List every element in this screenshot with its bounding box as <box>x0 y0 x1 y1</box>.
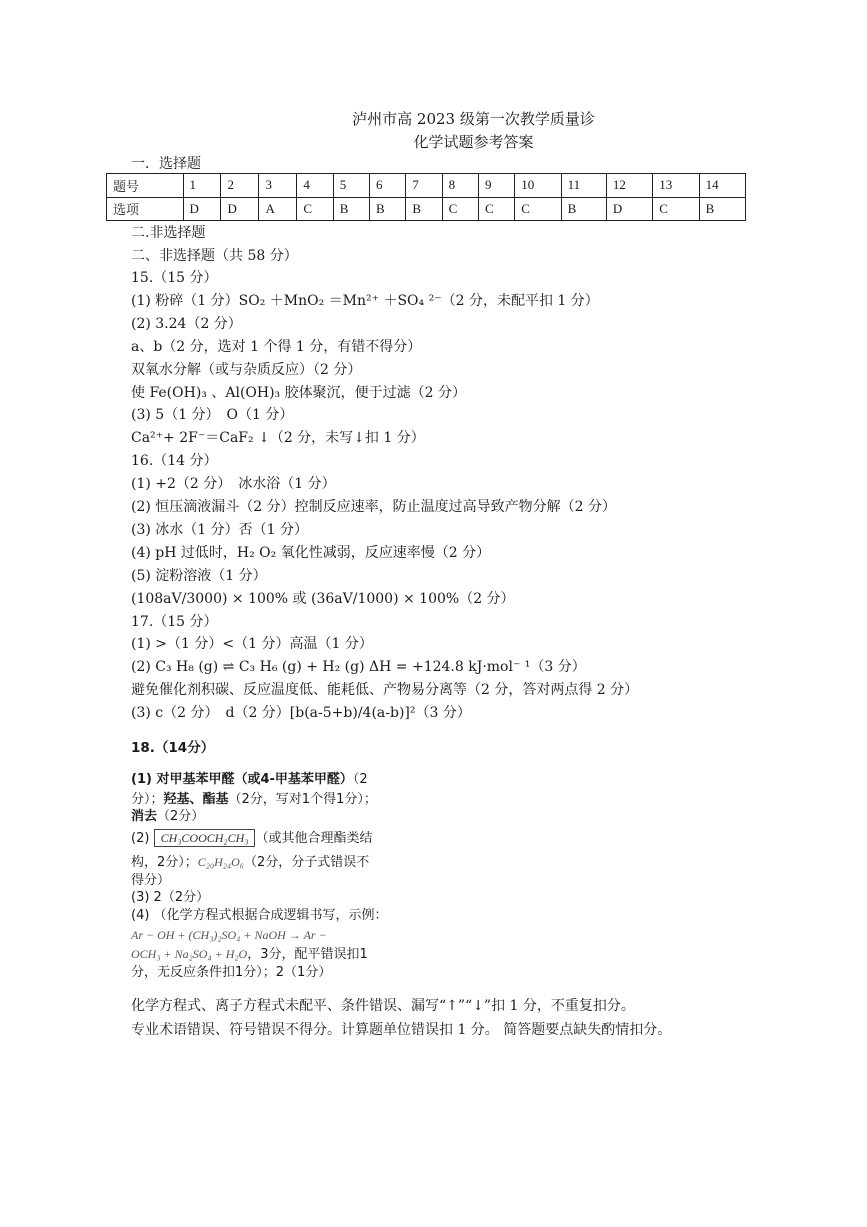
ester-formula-box: CH₃COOCH₂CH₃ <box>154 829 256 847</box>
question-number-cell: 11 <box>561 174 606 198</box>
question-number-cell: 10 <box>515 174 561 198</box>
q18-line: 得分） <box>131 873 171 888</box>
q18-line: (4) （化学方程式根据合成逻辑书写，示例： <box>131 908 388 923</box>
answer-cell: C <box>442 197 478 221</box>
answer-cell: B <box>370 197 406 221</box>
answer-cell: B <box>333 197 369 221</box>
answer-cell: C <box>653 197 699 221</box>
q18-line: 构，2分）；C₂₀H₂₄O₆（2分，分子式错误不 <box>131 855 370 870</box>
answer-line: (3) 冰水（1 分）否（1 分） <box>131 521 308 538</box>
answer-cell: D <box>221 197 259 221</box>
section-nonchoice-heading: 二.非选择题 <box>131 225 206 241</box>
answer-line: (3) c（2 分） d（2 分）[b(a-5+b)/4(a-b)]²（3 分） <box>131 705 471 722</box>
answer-line: a、b（2 分，选对 1 个得 1 分，有错不得分） <box>131 338 422 355</box>
q18-line: Ar − OH + (CH₃)₂SO₄ + NaOH → Ar − <box>131 928 327 942</box>
question-number-cell: 1 <box>183 174 221 198</box>
answer-line: 避免催化剂积碳、反应温度低、能耗低、产物易分离等（2 分，答对两点得 2 分） <box>131 682 639 699</box>
answer-line: (1) +2（2 分） 冰水浴（1 分） <box>131 476 336 493</box>
answer-cell: B <box>699 197 745 221</box>
table-row-label: 选项 <box>107 197 184 221</box>
answer-line: (3) 5（1 分） O（1 分） <box>131 407 294 424</box>
q18-line: OCH₃ + Na₂SO₄ + H₂O，3分，配平错误扣1 <box>131 947 368 962</box>
answer-line: (1) >（1 分）<（1 分）高温（1 分） <box>131 636 373 653</box>
table-row <box>107 197 746 221</box>
section-choice-heading: 一．选择题 <box>131 156 201 172</box>
q18-line: 分）；羟基、酯基（2分，写对1个得1分）； <box>131 792 377 807</box>
question-number-cell: 6 <box>370 174 406 198</box>
question-number-cell: 5 <box>333 174 369 198</box>
q18-heading: 18.（14分） <box>131 740 215 756</box>
answer-line: Ca²⁺+ 2F⁻＝CaF₂ ↓（2 分，未写↓扣 1 分） <box>131 430 425 447</box>
q18-line: (1) 对甲基苯甲醛（或4-甲基苯甲醛）（2 <box>131 772 368 787</box>
answer-line: 17.（15 分） <box>131 613 218 630</box>
grading-note: 化学方程式、离子方程式未配平、条件错误、漏写“↑”“↓”扣 1 分，不重复扣分。 <box>131 998 635 1014</box>
question-number-cell: 3 <box>259 174 297 198</box>
answer-line: (1) 粉碎（1 分）SO₂ ＋MnO₂ ＝Mn²⁺ ＋SO₄ ²⁻（2 分，未配平扣 1 分） <box>131 292 599 309</box>
answer-cell: A <box>259 197 297 221</box>
answer-table <box>106 173 746 221</box>
answer-cell: D <box>606 197 652 221</box>
grading-note: 专业术语错误、符号错误不得分。计算题单位错误扣 1 分。 简答题要点缺失酌情扣分。 <box>131 1022 672 1038</box>
page-subtitle: 化学试题参考答案 <box>413 133 534 151</box>
page-title: 泸州市高 2023 级第一次教学质量诊 <box>352 110 595 128</box>
question-number-cell: 9 <box>478 174 514 198</box>
answer-line: (2) 恒压滴液漏斗（2 分）控制反应速率，防止温度过高导致产物分解（2 分） <box>131 499 616 515</box>
answer-cell: D <box>183 197 221 221</box>
question-number-cell: 7 <box>406 174 442 198</box>
section-nonchoice-subheading: 二、非选择题（共 58 分） <box>131 248 298 264</box>
answer-cell: C <box>478 197 514 221</box>
question-number-cell: 12 <box>606 174 652 198</box>
answer-line: (4) pH 过低时，H₂ O₂ 氧化性减弱，反应速率慢（2 分） <box>131 544 491 561</box>
question-number-cell: 4 <box>297 174 333 198</box>
answer-line: (5) 淀粉溶液（1 分） <box>131 567 267 584</box>
answer-line: (2) C₃ H₈ (g) ⇌ C₃ H₆ (g) + H₂ (g) ΔH = +124.8 kJ·mol⁻ ¹（3 分） <box>131 659 586 676</box>
question-number-cell: 8 <box>442 174 478 198</box>
answer-line: 16.（14 分） <box>131 453 218 470</box>
answer-line: (108aV/3000) × 100% 或 (36aV/1000) × 100%（2 分） <box>131 590 515 607</box>
q18-line: 分，无反应条件扣1分）；2（1分） <box>131 965 332 980</box>
table-row-label: 题号 <box>107 174 184 198</box>
answer-cell: B <box>406 197 442 221</box>
answer-cell: C <box>515 197 561 221</box>
q18-line: 消去（2分） <box>131 809 205 824</box>
question-number-cell: 2 <box>221 174 259 198</box>
answer-line: 15.（15 分） <box>131 270 218 286</box>
answer-cell: B <box>561 197 606 221</box>
answer-line: (2) 3.24（2 分） <box>131 315 242 332</box>
q18-line: (2) CH₃COOCH₂CH₃ （或其他合理酯类结 <box>131 831 373 846</box>
q18-line: (3) 2（2分） <box>131 890 210 905</box>
question-number-cell: 13 <box>653 174 699 198</box>
answer-cell: C <box>297 197 333 221</box>
question-number-cell: 14 <box>699 174 745 198</box>
answer-line: 使 Fe(OH)₃ 、Al(OH)₃ 胶体聚沉，便于过滤（2 分） <box>131 384 466 401</box>
answer-line: 双氧水分解（或与杂质反应）（2 分） <box>131 361 362 378</box>
table-row <box>107 174 746 198</box>
